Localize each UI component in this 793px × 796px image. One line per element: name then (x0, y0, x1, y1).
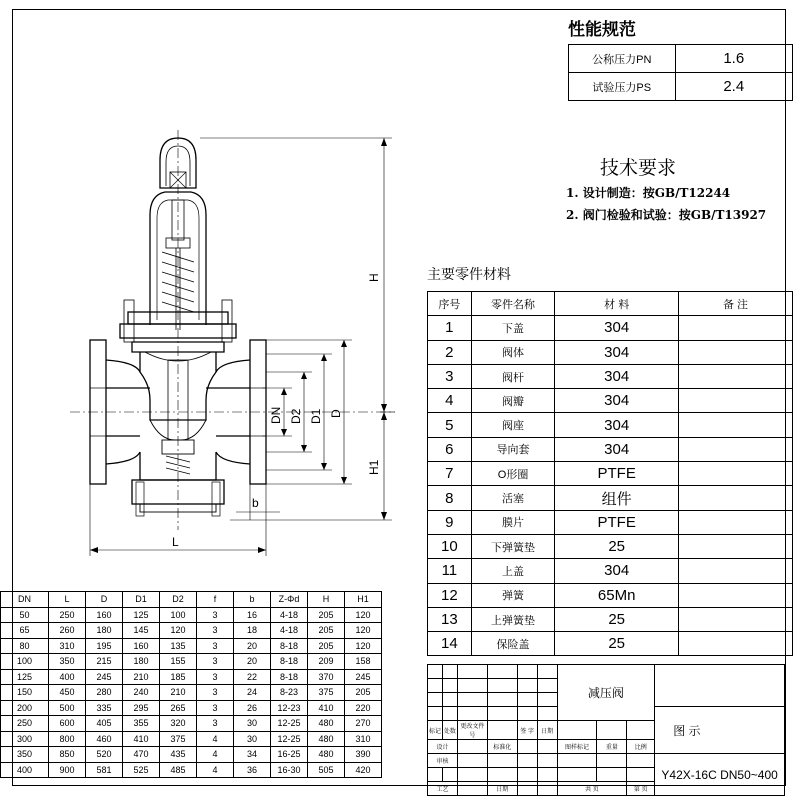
dimensions-cell: 310 (49, 638, 86, 654)
dimensions-cell: 350 (1, 747, 49, 763)
stage-header: 比例 (627, 740, 655, 754)
performance-value: 1.6 (675, 45, 793, 73)
dimensions-header-cell: D1 (123, 592, 160, 608)
dimensions-row (1, 747, 382, 763)
parts-cell: 25 (555, 534, 679, 558)
parts-row (428, 364, 793, 388)
parts-row (428, 510, 793, 534)
dimensions-cell: 3 (197, 654, 234, 670)
dimensions-cell: 500 (49, 700, 86, 716)
dim-label-D1: D1 (309, 408, 323, 424)
parts-cell: 上盖 (471, 559, 555, 583)
parts-cell (678, 534, 792, 558)
dimensions-cell: 180 (86, 623, 123, 639)
dimensions-cell: 310 (345, 731, 382, 747)
dimensions-cell: 8-23 (271, 685, 308, 701)
dimensions-cell: 12-25 (271, 716, 308, 732)
design-label: 设计 (428, 740, 458, 754)
parts-cell: 304 (555, 437, 679, 461)
performance-label: 试验压力PS (569, 73, 676, 101)
dimensions-cell: 375 (160, 731, 197, 747)
dimensions-cell: 145 (123, 623, 160, 639)
check-label: 审核 (428, 754, 458, 768)
dimensions-cell: 209 (308, 654, 345, 670)
dim-label-b: b (252, 496, 259, 510)
parts-row (428, 632, 793, 656)
dimensions-row (1, 654, 382, 670)
dimensions-cell: 220 (345, 700, 382, 716)
parts-row (428, 462, 793, 486)
dimensions-cell: 180 (123, 654, 160, 670)
parts-cell: 304 (555, 389, 679, 413)
date-label: 日期 (487, 782, 517, 796)
dimensions-row (1, 716, 382, 732)
dimensions-cell: 485 (160, 762, 197, 778)
dimensions-cell: 34 (234, 747, 271, 763)
dimensions-cell: 205 (308, 638, 345, 654)
dimensions-row (1, 623, 382, 639)
parts-header-cell: 材 料 (555, 292, 679, 316)
parts-cell: 25 (555, 607, 679, 631)
parts-cell: 4 (428, 389, 472, 413)
dimensions-cell: 100 (160, 607, 197, 623)
parts-header-cell: 零件名称 (471, 292, 555, 316)
parts-cell: 下盖 (471, 316, 555, 340)
parts-row (428, 413, 793, 437)
parts-cell: 2 (428, 340, 472, 364)
dimensions-cell: 8-18 (271, 654, 308, 670)
product-name: 减压阀 (557, 665, 655, 721)
parts-cell (678, 413, 792, 437)
dimensions-cell: 480 (308, 747, 345, 763)
dimensions-cell: 3 (197, 700, 234, 716)
dimensions-cell: 581 (86, 762, 123, 778)
parts-cell: 导向套 (471, 437, 555, 461)
dimensions-cell: 205 (308, 607, 345, 623)
dimensions-cell: 16-30 (271, 762, 308, 778)
parts-cell: 304 (555, 364, 679, 388)
dimensions-cell: 400 (1, 762, 49, 778)
parts-cell (678, 389, 792, 413)
parts-row (428, 607, 793, 631)
parts-row (428, 583, 793, 607)
dimensions-cell: 80 (1, 638, 49, 654)
dimensions-cell: 195 (86, 638, 123, 654)
dimensions-header-cell: H1 (345, 592, 382, 608)
parts-cell: 9 (428, 510, 472, 534)
dimensions-cell: 215 (86, 654, 123, 670)
dimensions-cell: 460 (86, 731, 123, 747)
parts-row (428, 559, 793, 583)
dimensions-cell: 3 (197, 669, 234, 685)
dimensions-cell: 410 (123, 731, 160, 747)
dimensions-cell: 335 (86, 700, 123, 716)
dimensions-cell: 800 (49, 731, 86, 747)
parts-cell: 阀座 (471, 413, 555, 437)
dimensions-cell: 270 (345, 716, 382, 732)
dimensions-cell: 4 (197, 731, 234, 747)
dimensions-cell: 4-18 (271, 623, 308, 639)
parts-cell: 组件 (555, 486, 679, 510)
dimensions-cell: 120 (345, 607, 382, 623)
dimensions-row (1, 731, 382, 747)
dimensions-cell: 4 (197, 747, 234, 763)
performance-value: 2.4 (675, 73, 793, 101)
parts-cell: 25 (555, 632, 679, 656)
dimensions-cell: 65 (1, 623, 49, 639)
dimensions-cell: 245 (345, 669, 382, 685)
dimensions-cell: 525 (123, 762, 160, 778)
dimensions-cell: 12-25 (271, 731, 308, 747)
dim-label-DN: DN (269, 406, 283, 424)
dimensions-cell: 375 (308, 685, 345, 701)
dimensions-cell: 30 (234, 716, 271, 732)
dimensions-cell: 125 (123, 607, 160, 623)
dimensions-cell: 265 (160, 700, 197, 716)
dimensions-cell: 3 (197, 716, 234, 732)
parts-cell: O形圈 (471, 462, 555, 486)
dimensions-row (1, 762, 382, 778)
dimensions-row (1, 700, 382, 716)
dimensions-cell: 155 (160, 654, 197, 670)
dimensions-header-cell: L (49, 592, 86, 608)
dimensions-cell: 22 (234, 669, 271, 685)
parts-cell: 304 (555, 559, 679, 583)
standard-label: 标准化 (487, 740, 517, 754)
dimensions-cell: 355 (123, 716, 160, 732)
dimensions-cell: 850 (49, 747, 86, 763)
dimensions-cell: 20 (234, 654, 271, 670)
dimensions-cell: 370 (308, 669, 345, 685)
parts-row (428, 340, 793, 364)
performance-row (569, 45, 793, 73)
parts-cell (678, 583, 792, 607)
performance-row (569, 73, 793, 101)
parts-cell: 10 (428, 534, 472, 558)
dimensions-cell: 240 (123, 685, 160, 701)
dimensions-cell: 30 (234, 731, 271, 747)
dimensions-cell: 205 (308, 623, 345, 639)
parts-cell: 上弹簧垫 (471, 607, 555, 631)
parts-cell (678, 364, 792, 388)
parts-cell: 304 (555, 413, 679, 437)
parts-cell: 13 (428, 607, 472, 631)
dimensions-cell: 350 (49, 654, 86, 670)
parts-cell: 6 (428, 437, 472, 461)
tech-item-2: 2. 阀门检验和试验：按GB/T13927 (566, 208, 767, 222)
parts-row (428, 534, 793, 558)
parts-cell: 3 (428, 364, 472, 388)
performance-table (568, 44, 793, 101)
dimensions-cell: 160 (123, 638, 160, 654)
dimensions-cell: 50 (1, 607, 49, 623)
dimensions-cell: 120 (160, 623, 197, 639)
dim-label-H: H (367, 273, 381, 282)
tech-title: 技术要求 (600, 158, 677, 179)
sheet-number: 第 页 (627, 782, 655, 796)
dimensions-cell: 245 (86, 669, 123, 685)
dimensions-cell: 250 (1, 716, 49, 732)
dimensions-cell: 420 (345, 762, 382, 778)
title-block (427, 664, 785, 796)
parts-cell: 304 (555, 340, 679, 364)
parts-cell (678, 316, 792, 340)
dimensions-cell: 36 (234, 762, 271, 778)
dimensions-cell: 3 (197, 623, 234, 639)
stage-header: 重量 (597, 740, 627, 754)
dimensions-cell: 260 (49, 623, 86, 639)
dimensions-cell: 480 (308, 716, 345, 732)
parts-cell (678, 632, 792, 656)
dimensions-header-cell: H (308, 592, 345, 608)
dimensions-header-cell: D (86, 592, 123, 608)
sign-header: 日期 (537, 721, 557, 740)
parts-row (428, 389, 793, 413)
parts-cell: PTFE (555, 510, 679, 534)
dimensions-cell: 100 (1, 654, 49, 670)
parts-cell (678, 462, 792, 486)
sign-header: 处数 (442, 721, 457, 740)
parts-cell: 304 (555, 316, 679, 340)
parts-header-cell: 序号 (428, 292, 472, 316)
dimensions-cell: 125 (1, 669, 49, 685)
dimensions-cell: 400 (49, 669, 86, 685)
dimensions-header-cell: Z-Φd (271, 592, 308, 608)
sign-header: 标记 (428, 721, 443, 740)
total-sheets: 共 页 (557, 782, 627, 796)
dimensions-cell: 3 (197, 685, 234, 701)
dimensions-header-cell: b (234, 592, 271, 608)
dimensions-cell: 435 (160, 747, 197, 763)
dimensions-cell: 185 (160, 669, 197, 685)
parts-cell: 阀体 (471, 340, 555, 364)
dim-label-D2: D2 (289, 408, 303, 424)
dimensions-header-cell: DN (1, 592, 49, 608)
dimensions-cell: 4-18 (271, 607, 308, 623)
parts-cell: 保险盖 (471, 632, 555, 656)
dimensions-cell: 160 (86, 607, 123, 623)
dimensions-cell: 320 (160, 716, 197, 732)
parts-cell (678, 486, 792, 510)
dimensions-cell: 210 (160, 685, 197, 701)
parts-cell: 1 (428, 316, 472, 340)
dimensions-cell: 520 (86, 747, 123, 763)
parts-cell (678, 340, 792, 364)
dimensions-cell: 120 (345, 623, 382, 639)
performance-title: 性能规范 (568, 20, 636, 39)
parts-cell: 活塞 (471, 486, 555, 510)
parts-cell: 5 (428, 413, 472, 437)
dimensions-cell: 120 (345, 638, 382, 654)
dimensions-cell: 12-23 (271, 700, 308, 716)
parts-header-row (428, 292, 793, 316)
dimensions-cell: 450 (49, 685, 86, 701)
parts-cell: 12 (428, 583, 472, 607)
stage-header: 图样标记 (557, 740, 597, 754)
dimensions-row (1, 607, 382, 623)
parts-cell: 11 (428, 559, 472, 583)
dimensions-cell: 300 (1, 731, 49, 747)
parts-table (427, 291, 793, 656)
parts-cell: 下弹簧垫 (471, 534, 555, 558)
dim-label-L: L (172, 535, 179, 549)
parts-row (428, 486, 793, 510)
dimensions-header-cell: f (197, 592, 234, 608)
dimensions-cell: 505 (308, 762, 345, 778)
dimensions-header-cell: D2 (160, 592, 197, 608)
parts-cell: 7 (428, 462, 472, 486)
process-label: 工艺 (428, 782, 458, 796)
dimensions-cell: 16 (234, 607, 271, 623)
sign-header: 签 字 (517, 721, 537, 740)
dimensions-cell: 20 (234, 638, 271, 654)
dimensions-cell: 24 (234, 685, 271, 701)
parts-cell: PTFE (555, 462, 679, 486)
dimensions-cell: 280 (86, 685, 123, 701)
dimensions-cell: 158 (345, 654, 382, 670)
dimensions-cell: 405 (86, 716, 123, 732)
dimensions-cell: 150 (1, 685, 49, 701)
dimensions-table (0, 591, 382, 778)
dimensions-cell: 135 (160, 638, 197, 654)
dimensions-cell: 600 (49, 716, 86, 732)
parts-cell (678, 510, 792, 534)
dimensions-cell: 470 (123, 747, 160, 763)
parts-cell (678, 559, 792, 583)
dimensions-cell: 16-25 (271, 747, 308, 763)
dimensions-cell: 3 (197, 638, 234, 654)
parts-cell: 8 (428, 486, 472, 510)
dimensions-cell: 900 (49, 762, 86, 778)
dimensions-cell: 18 (234, 623, 271, 639)
dimensions-cell: 295 (123, 700, 160, 716)
valve-drawing (0, 0, 430, 580)
parts-cell: 65Mn (555, 583, 679, 607)
dimensions-cell: 410 (308, 700, 345, 716)
parts-cell (678, 437, 792, 461)
dimensions-row (1, 685, 382, 701)
dimensions-cell: 480 (308, 731, 345, 747)
dimensions-cell: 390 (345, 747, 382, 763)
dimensions-cell: 250 (49, 607, 86, 623)
tech-item-1: 1. 设计制造：按GB/T12244 (566, 186, 731, 200)
parts-cell: 14 (428, 632, 472, 656)
sign-header: 更改文件号 (457, 721, 487, 740)
dimensions-cell: 205 (345, 685, 382, 701)
dimensions-cell: 4 (197, 762, 234, 778)
parts-cell (678, 607, 792, 631)
dimensions-cell: 3 (197, 607, 234, 623)
parts-cell: 阀瓣 (471, 389, 555, 413)
parts-row (428, 437, 793, 461)
view-label: 图 示 (655, 707, 785, 754)
dimensions-cell: 8-18 (271, 638, 308, 654)
parts-header-cell: 备 注 (678, 292, 792, 316)
dimensions-header-row (1, 592, 382, 608)
model-number: Y42X-16C DN50~400 (655, 754, 785, 796)
parts-cell: 弹簧 (471, 583, 555, 607)
parts-cell: 膜片 (471, 510, 555, 534)
dimensions-cell: 26 (234, 700, 271, 716)
parts-cell: 阀杆 (471, 364, 555, 388)
performance-label: 公称压力PN (569, 45, 676, 73)
dimensions-cell: 210 (123, 669, 160, 685)
dimensions-cell: 200 (1, 700, 49, 716)
parts-row (428, 316, 793, 340)
dimensions-row (1, 669, 382, 685)
dim-label-H1: H1 (367, 459, 381, 475)
parts-title: 主要零件材料 (427, 266, 511, 282)
dim-label-D: D (329, 409, 343, 418)
dimensions-cell: 8-18 (271, 669, 308, 685)
dimensions-row (1, 638, 382, 654)
